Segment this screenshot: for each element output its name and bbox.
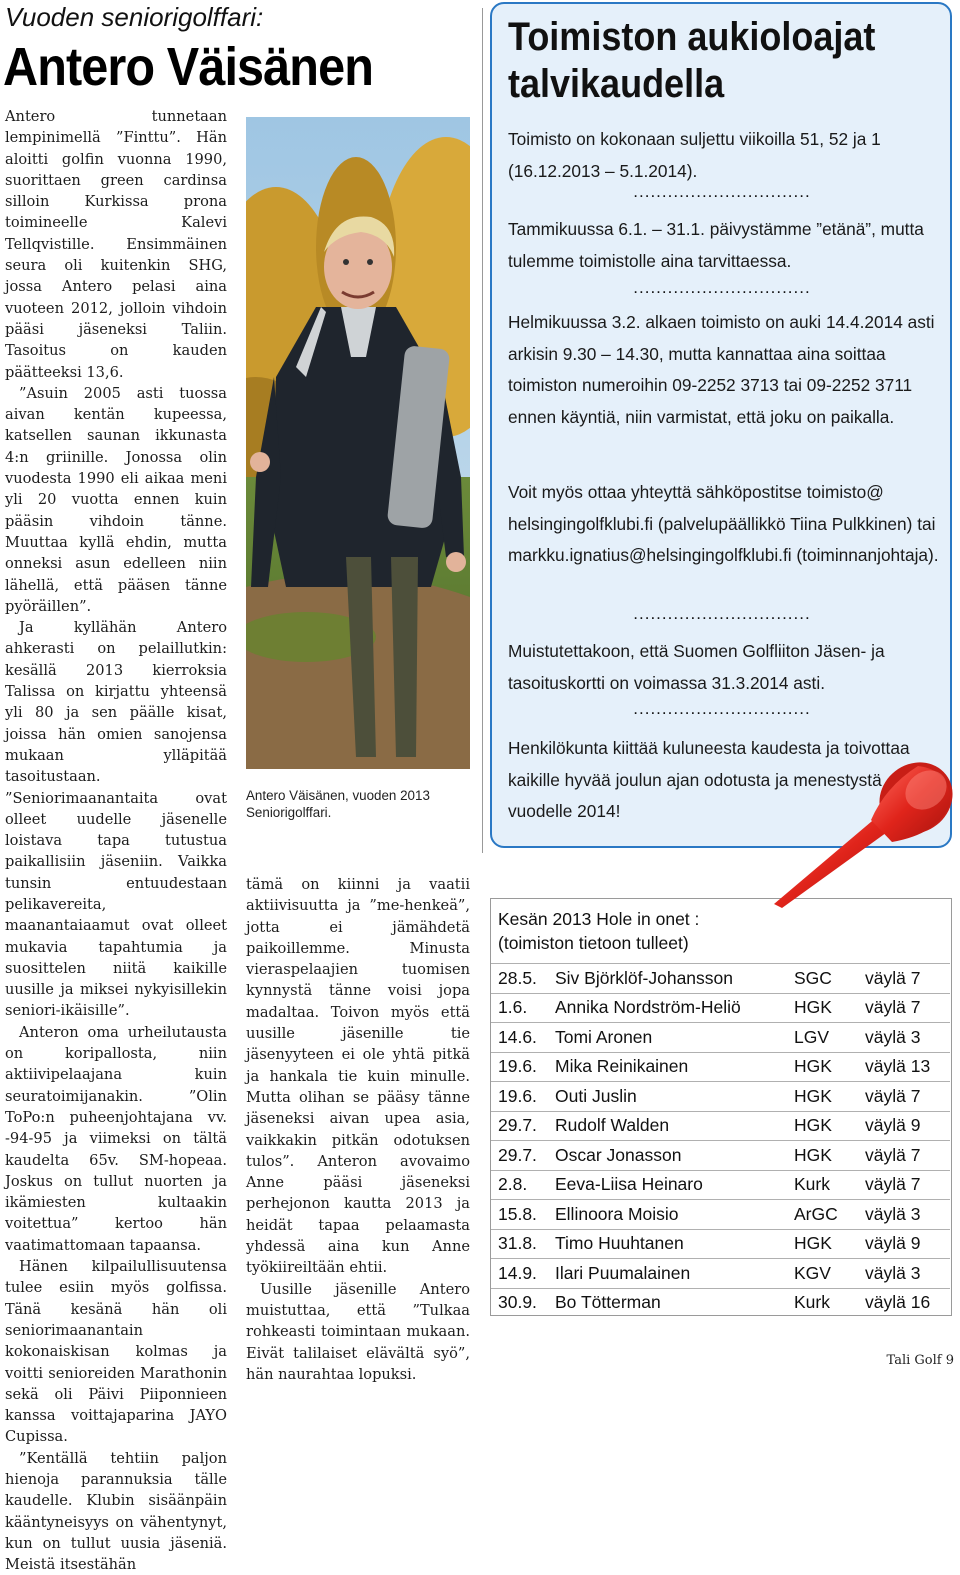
- hio-player: Annika Nordström-Heliö: [548, 993, 787, 1023]
- hio-hole: väylä 3: [858, 1200, 950, 1230]
- hio-club: ArGC: [787, 1200, 858, 1230]
- february-text: Helmikuussa 3.2. alkaen toimisto on auki 14.4.2014 asti arkisin 9.30 – 14.30, mutta kannattaa aina soittaa toimiston numeroihin 09-2252 3713 tai 09-2252 3711 ennen käyntiä, niin varmistat, että joku on paikalla.: [508, 312, 935, 427]
- hio-date: 29.7.: [491, 1111, 548, 1141]
- hole-in-one-subtitle: (toimiston tietoon tulleet): [498, 933, 689, 953]
- table-row: [491, 1111, 950, 1141]
- table-row: [491, 1141, 950, 1171]
- hio-club: HGK: [787, 1052, 858, 1082]
- hio-date: 1.6.: [491, 993, 548, 1023]
- article-column-2: [246, 874, 470, 1385]
- hio-hole: väylä 7: [858, 1170, 950, 1200]
- hio-club: SGC: [787, 964, 858, 994]
- hio-hole: väylä 3: [858, 1023, 950, 1053]
- hio-club: HGK: [787, 1082, 858, 1112]
- article-paragraph: tämä on kiinni ja vaatii aktiivisuutta ja ”me-henkeä”, jotta ei jämähdetä paikoillemme. Minusta vieraspelaajien tuomisen kynnystä tänne voisi jopa madaltaa. Toivon myös että uusille jäsenille tie jäsenyyteen ei ole yhtä pitkä ja hankala tie kuin minulle. Mutta olihan se pääsy tänne jäseneksi aivan upea asia, vaikkakin pitkän odotuksen tulos”. Anteron avovaimo Anne pääsi jäseneksi perhejonon kautta 2013 ja heidät tapaa pelaamasta yhdessä aina kun Anne työkiireiltään ehtii.: [246, 876, 470, 1277]
- hio-date: 19.6.: [491, 1052, 548, 1082]
- hio-date: 30.9.: [491, 1288, 548, 1317]
- hio-club: KGV: [787, 1259, 858, 1289]
- article-headline: Antero Väisänen: [3, 37, 374, 97]
- hio-player: Ilari Puumalainen: [548, 1259, 787, 1289]
- article-kicker: Vuoden seniorigolffari:: [5, 2, 264, 32]
- article-paragraph: Hänen kilpailullisuutensa tulee esiin myös golfissa. Tänä kesänä hän oli seniorimaanantain kokonaiskisan kolmas ja voitti senioreiden Marathonin sekä oli Päivi Piiponnieen kanssa voittajaparina JAYO Cupissa.: [5, 1258, 227, 1446]
- hio-club: HGK: [787, 1141, 858, 1171]
- photo-caption: Antero Väisänen, vuoden 2013 Seniorigolffari.: [246, 788, 430, 820]
- hio-player: Bo Tötterman: [548, 1288, 787, 1317]
- hio-hole: väylä 9: [858, 1111, 950, 1141]
- dotted-separator: ...............................: [633, 699, 811, 718]
- table-row: [491, 964, 950, 994]
- hio-hole: väylä 13: [858, 1052, 950, 1082]
- table-row: [491, 1200, 950, 1230]
- hio-date: 15.8.: [491, 1200, 548, 1230]
- article-paragraph: ”Asuin 2005 asti tuossa aivan kentän kupeessa, katsellen saunan ikkunasta 4:n griinille. Jonossa olin vuodesta 1990 eli aikaa meni yli 20 vuotta ennen kuin pääsin vihdoin tänne. Muuttaa kyllä ehdin, mutta onneksi asun edelleen niin lähellä, että pääsen tänne pyöräillen”.: [5, 384, 227, 615]
- golf-tee-icon: [766, 758, 956, 908]
- hio-player: Timo Huuhtanen: [548, 1229, 787, 1259]
- hio-player: Rudolf Walden: [548, 1111, 787, 1141]
- hio-player: Outi Juslin: [548, 1082, 787, 1112]
- hio-date: 14.9.: [491, 1259, 548, 1289]
- table-row: [491, 1082, 950, 1112]
- table-row: [491, 993, 950, 1023]
- hio-date: 2.8.: [491, 1170, 548, 1200]
- hio-player: Siv Björklöf-Johansson: [548, 964, 787, 994]
- page-footer: Tali Golf 9: [886, 1353, 954, 1368]
- article-paragraph: Uusille jäsenille Antero muistuttaa, että ”Tulkaa rohkeasti toimintaan mukaan. Eivät talilaiset elävältä syö”, hän naurahtaa lopuksi.: [246, 1280, 470, 1383]
- hio-date: 19.6.: [491, 1082, 548, 1112]
- card-validity-text: Muistutettakoon, että Suomen Golfliiton Jäsen- ja tasoituskortti on voimassa 31.3.2014 asti.: [508, 641, 885, 693]
- article-paragraph: Antero tunnetaan lempinimellä ”Finttu”. Hän aloitti golfin vuonna 1990, suorittaen green cardinsa silloin Kurkissa prona toimineelle Kalevi Tellqvistille. Ensimmäinen seura oli kuitenkin SHG, jossa Antero pelasi aina vuoteen 2012, jolloin vihdoin pääsi jäseneksi Taliin. Tasoitus on kauden päätteeksi 13,6.: [5, 108, 227, 381]
- table-row: [491, 1288, 950, 1317]
- hio-date: 14.6.: [491, 1023, 548, 1053]
- hio-player: Eeva-Liisa Heinaro: [548, 1170, 787, 1200]
- january-text: Tammikuussa 6.1. – 31.1. päivystämme ”etänä”, mutta tulemme toimistolle aina tarvittaessa.: [508, 219, 924, 271]
- hole-in-one-title: Kesän 2013 Hole in onet :: [498, 909, 700, 929]
- hio-date: 29.7.: [491, 1141, 548, 1171]
- hole-in-one-table: [491, 963, 950, 1317]
- article-paragraph: Ja kyllähän Antero ahkerasti on pelaillutkin: kesällä 2013 kierroksia Talissa on kirjattu yhteensä yli 80 ja sen päälle kisat, joissa hän omien sanojensa mukaan ylläpitää tasoitustaan. ”Seniorimaanantaita ovat olleet uudelle jäsenelle loistava tapa tutustua paikallisiin jäseniin. Vaikka tunsin entuudestaan pelikavereita, maanantaiaamut ovat olleet mukavia tapahtumia ja suosittelen niitä kaikille uusille ja miksei nykyisillekin seniori-ikäisille”.: [5, 619, 227, 1020]
- article-column-1: [5, 106, 227, 1575]
- table-row: [491, 1023, 950, 1053]
- hole-in-one-box: [490, 898, 952, 1316]
- table-row: [491, 1259, 950, 1289]
- hio-club: LGV: [787, 1023, 858, 1053]
- hio-player: Tomi Aronen: [548, 1023, 787, 1053]
- hio-hole: väylä 7: [858, 964, 950, 994]
- hio-player: Oscar Jonasson: [548, 1141, 787, 1171]
- table-row: [491, 1052, 950, 1082]
- hio-player: Mika Reinikainen: [548, 1052, 787, 1082]
- hio-hole: väylä 7: [858, 1082, 950, 1112]
- hio-hole: väylä 9: [858, 1229, 950, 1259]
- office-closed-text: Toimisto on kokonaan suljettu viikoilla 51, 52 ja 1 (16.12.2013 – 5.1.2014).: [508, 129, 881, 181]
- contact-email-text: Voit myös ottaa yhteyttä sähköpostitse toimisto@ helsingingolfklubi.fi (palvelupäällikkö Tiina Pulkkinen) tai markku.ignatius@helsingingolfklubi.fi (toiminnanjohtaja).: [508, 482, 939, 565]
- hio-club: Kurk: [787, 1288, 858, 1317]
- portrait-photo: [246, 117, 470, 769]
- hio-player: Ellinoora Moisio: [548, 1200, 787, 1230]
- hio-hole: väylä 16: [858, 1288, 950, 1317]
- hio-date: 28.5.: [491, 964, 548, 994]
- table-row: [491, 1170, 950, 1200]
- dotted-separator: ...............................: [633, 604, 811, 623]
- dotted-separator: ...............................: [633, 278, 811, 297]
- article-paragraph: Anteron oma urheilutausta on koripallosta, niin aktiivipelaajana kuin seuratoimijanakin. ”Olin ToPo:n puheenjohtajana vv. -94-95 ja viimeksi on tältä kaudelta 65v. SM-hopeaa. Joskus on tullut nuorten ja ikämiesten kultaakin voitettua” kertoo hän vaatimattomaan tapaansa.: [5, 1023, 227, 1254]
- hio-club: HGK: [787, 993, 858, 1023]
- article-paragraph: ”Kentällä tehtiin paljon hienoja parannuksia tälle kaudelle. Klubin sisäänpäin kääntyneisyys on vähentynyt, kun on tullut uusia jäseniä. Meistä itsestähän: [5, 1449, 227, 1574]
- dotted-separator: ...............................: [633, 182, 811, 201]
- hio-hole: väylä 3: [858, 1259, 950, 1289]
- table-row: [491, 1229, 950, 1259]
- hio-date: 31.8.: [491, 1229, 548, 1259]
- office-hours-title: Toimiston aukioloajat talvikaudella: [508, 15, 876, 106]
- hio-hole: väylä 7: [858, 1141, 950, 1171]
- hio-club: Kurk: [787, 1170, 858, 1200]
- hio-club: HGK: [787, 1111, 858, 1141]
- hio-hole: väylä 7: [858, 993, 950, 1023]
- column-divider: [482, 8, 483, 853]
- office-hours-box: [490, 2, 952, 848]
- season-greeting-text: Henkilökunta kiittää kuluneesta kaudesta ja toivottaa kaikille hyvää joulun ajan odotusta ja menestystä vuodelle 2014!: [508, 738, 910, 821]
- hio-club: HGK: [787, 1229, 858, 1259]
